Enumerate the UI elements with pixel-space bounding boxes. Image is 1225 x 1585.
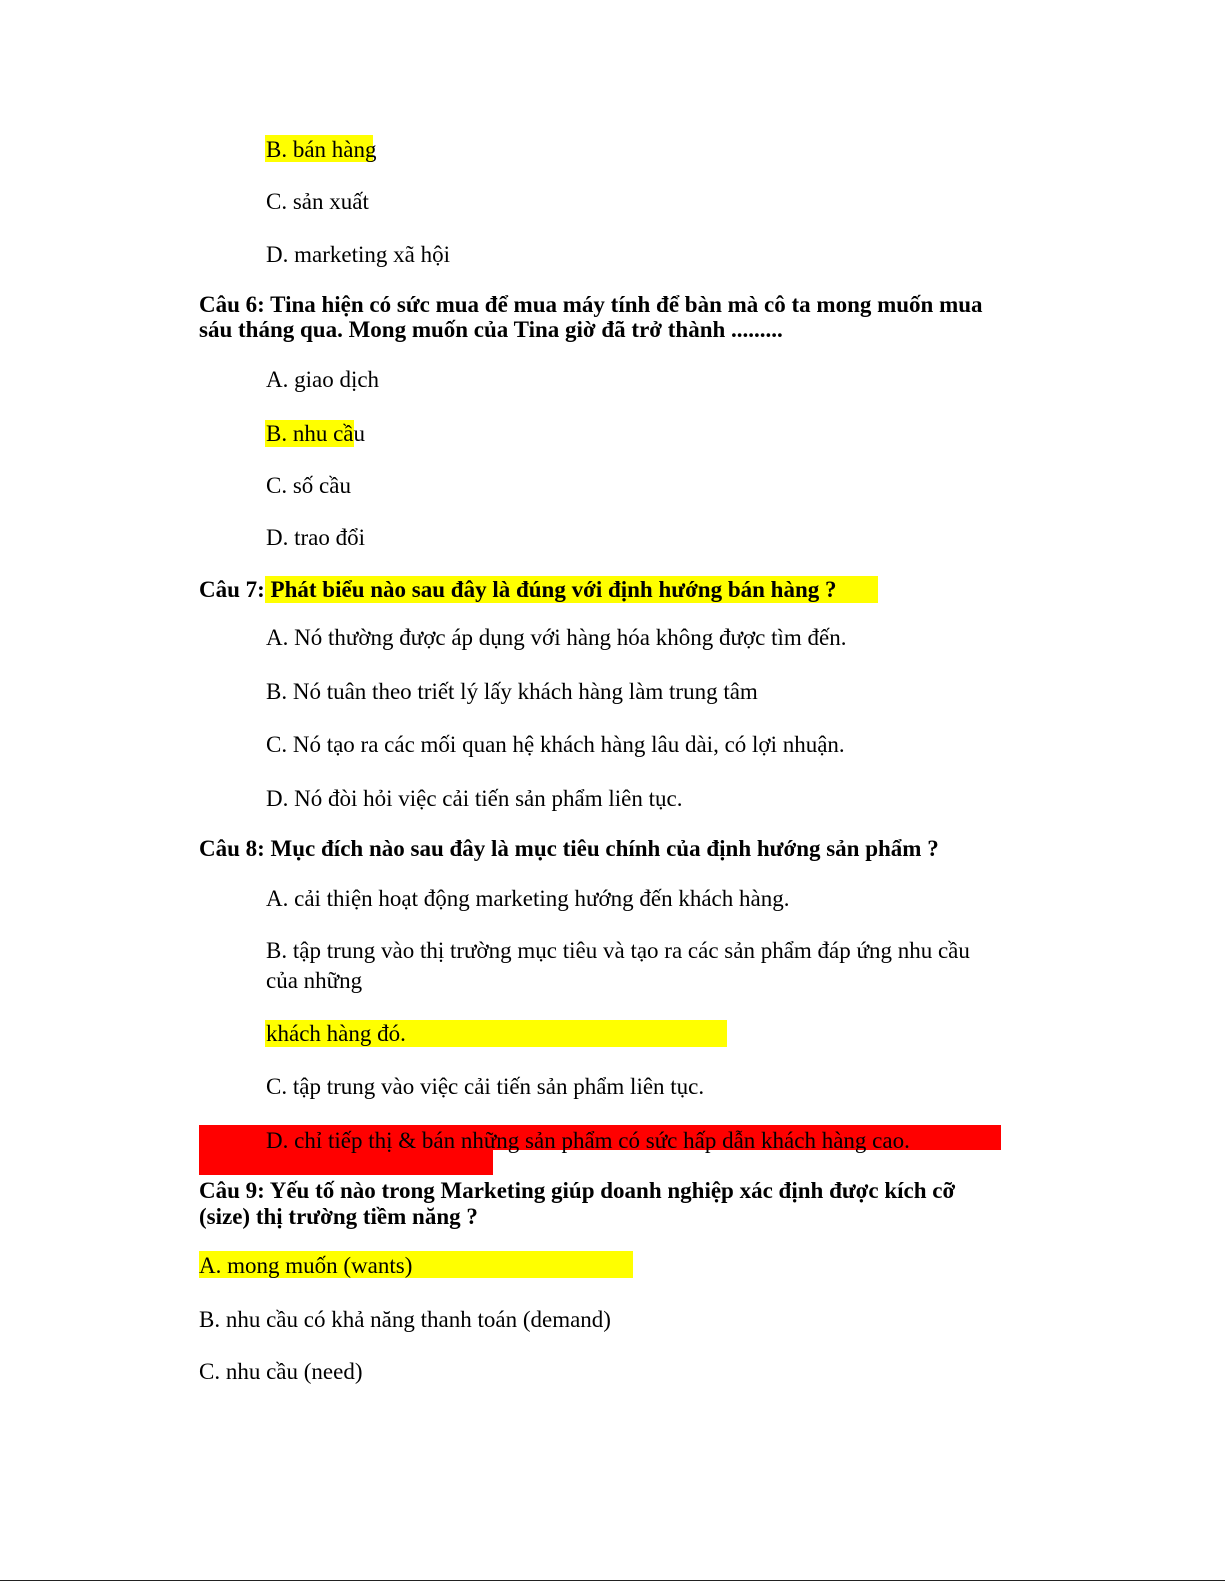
q5-option-d: D. marketing xã hội [266,242,450,267]
q9-question-line2: (size) thị trường tiềm năng ? [199,1204,478,1229]
q7-option-c: C. Nó tạo ra các mối quan hệ khách hàng lâu dài, có lợi nhuận. [266,732,845,757]
q8-option-c: C. tập trung vào việc cải tiến sản phẩm liên tục. [266,1074,705,1099]
q6-option-d: D. trao đổi [266,525,366,550]
q6-option-b: B. nhu cầu [266,421,366,446]
q8-option-b-line2: của những [266,968,363,993]
page-bottom-divider [0,1580,1225,1581]
q6-question-line1: Câu 6: Tina hiện có sức mua để mua máy tính để bàn mà cô ta mong muốn mua [199,292,983,317]
q9-option-b: B. nhu cầu có khả năng thanh toán (demand) [199,1307,611,1332]
q9-option-a: A. mong muốn (wants) [199,1253,413,1278]
q8-option-a: A. cải thiện hoạt động marketing hướng đến khách hàng. [266,886,790,911]
q7-question: Câu 7: Phát biểu nào sau đây là đúng với định hướng bán hàng ? [199,577,837,602]
q8-question: Câu 8: Mục đích nào sau đây là mục tiêu chính của định hướng sản phẩm ? [199,836,939,861]
q7-option-a: A. Nó thường được áp dụng với hàng hóa không được tìm đến. [266,625,847,650]
q6-option-c: C. số cầu [266,473,351,498]
q7-option-b: B. Nó tuân theo triết lý lấy khách hàng làm trung tâm [266,679,758,704]
q5-option-b: B. bán hàng [266,137,377,162]
q6-option-a: A. giao dịch [266,367,380,392]
q9-option-c: C. nhu cầu (need) [199,1359,363,1384]
q5-option-c: C. sản xuất [266,189,369,214]
q8-option-b-line1: B. tập trung vào thị trường mục tiêu và tạo ra các sản phẩm đáp ứng nhu cầu [266,938,970,963]
q8-option-b-line3: khách hàng đó. [266,1021,406,1046]
q9-question-line1: Câu 9: Yếu tố nào trong Marketing giúp doanh nghiệp xác định được kích cỡ [199,1178,956,1203]
q7-option-d: D. Nó đòi hỏi việc cải tiến sản phẩm liên tục. [266,786,683,811]
q6-question-line2: sáu tháng qua. Mong muốn của Tina giờ đã trở thành ......... [199,317,783,342]
q8-option-d: D. chỉ tiếp thị & bán những sản phẩm có sức hấp dẫn khách hàng cao. [266,1128,910,1153]
